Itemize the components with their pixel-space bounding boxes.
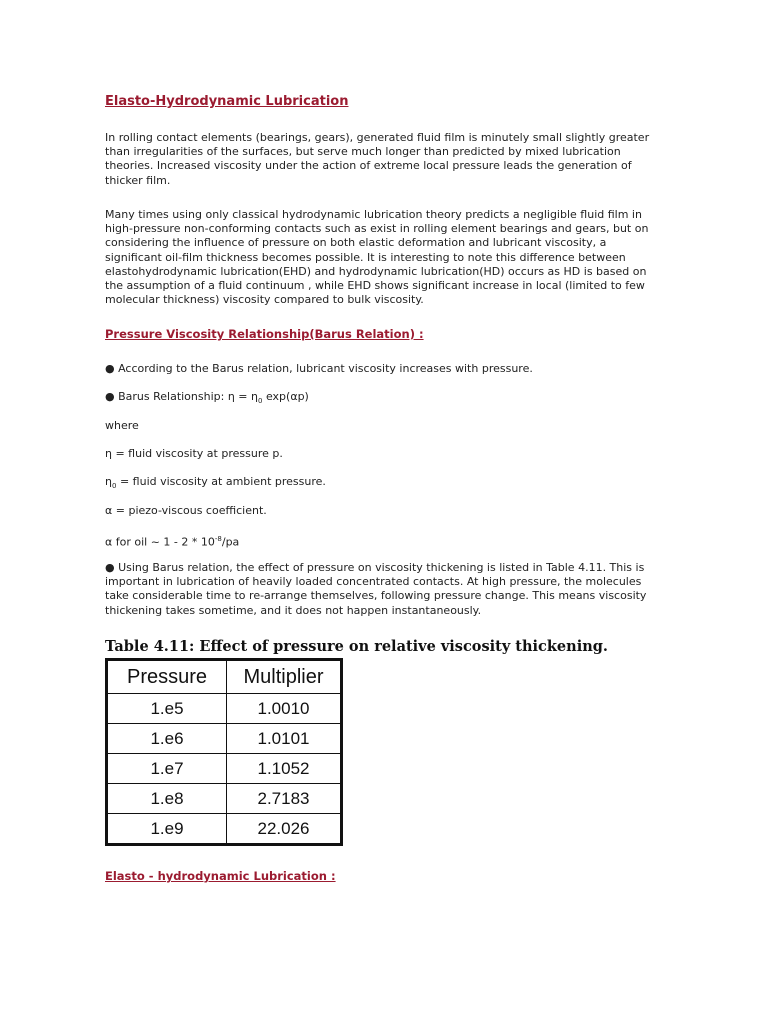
barus-formula-suffix: exp(αp): [262, 390, 309, 403]
pressure-cell: 1.e5: [107, 694, 227, 724]
eta-zero-symbol: η: [105, 475, 112, 488]
ehd-paragraph: Many times using only classical hydrodynamic lubrication theory predicts a negligible fluid film in high-pressure non-conforming contacts such as exist in rolling element bearings and gears, but on considering the influence of pressure on both elastic deformation and lubricant viscosity, a significant oil-film thickness becomes possible. It is interesting to note this difference between elastohydrodynamic lubrication(EHD) and hydrodynamic lubrication(HD) occurs as HD is based on the assumption of a fluid continuum , while EHD shows significant increase in local (limited to few molecular thickness) viscosity compared to bulk viscosity.: [105, 208, 649, 307]
barus-bullet-1: ● According to the Barus relation, lubricant viscosity increases with pressure.: [105, 362, 533, 375]
pressure-multiplier-table: [105, 658, 343, 846]
multiplier-cell: 1.0010: [227, 694, 342, 724]
barus-bullet-3: ● Using Barus relation, the effect of pressure on viscosity thickening is listed in Table 4.11. This is important in lubrication of heavily loaded concentrated contacts. At high pressure, the molecules take considerable time to re-arrange themselves, following pressure change. This means viscosity thickening takes sometime, and it does not happen instantaneously.: [105, 561, 647, 617]
intro-paragraph: In rolling contact elements (bearings, gears), generated fluid film is minutely small slightly greater than irregularities of the surfaces, but serve much longer than predicted by mixed lubrication theories. Increased viscosity under the action of extreme local pressure leads the generation of thicker film.: [105, 131, 650, 187]
table-row: [107, 754, 342, 784]
multiplier-cell: 1.1052: [227, 754, 342, 784]
pressure-cell: 1.e9: [107, 814, 227, 845]
definition-alpha: α = piezo-viscous coefficient.: [105, 504, 267, 517]
barus-bullet-2: [105, 390, 309, 408]
alpha-oil-exponent: -8: [214, 535, 222, 543]
alpha-oil-unit: /pa: [221, 535, 240, 549]
table-row: [107, 784, 342, 814]
definition-eta: η = fluid viscosity at pressure p.: [105, 447, 283, 460]
column-header-multiplier: Multiplier: [227, 660, 342, 694]
table-row: [107, 724, 342, 754]
multiplier-cell: 2.7183: [227, 784, 342, 814]
table-row: [107, 694, 342, 724]
barus-formula-prefix: ● Barus Relationship: η = η: [105, 390, 258, 403]
page-title: Elasto-Hydrodynamic Lubrication: [105, 94, 349, 109]
where-label: where: [105, 419, 139, 432]
alpha-for-oil: [105, 532, 239, 550]
eta-zero-definition-text: = fluid viscosity at ambient pressure.: [116, 475, 326, 488]
eta-zero-def-subscript: 0: [111, 482, 117, 491]
definition-eta-zero: [105, 475, 326, 493]
pressure-cell: 1.e7: [107, 754, 227, 784]
alpha-oil-prefix: α for oil ~ 1 - 2 * 10: [105, 535, 215, 549]
eta-zero-subscript: 0: [258, 397, 263, 406]
pressure-cell: 1.e8: [107, 784, 227, 814]
multiplier-cell: 22.026: [227, 814, 342, 845]
table-row: [107, 814, 342, 845]
table-header-row: [107, 660, 342, 694]
table-caption: Table 4.11: Effect of pressure on relative viscosity thickening.: [105, 638, 608, 655]
ehl-section-heading: Elasto - hydrodynamic Lubrication :: [105, 869, 336, 883]
column-header-pressure: Pressure: [107, 660, 227, 694]
barus-section-heading: Pressure Viscosity Relationship(Barus Relation) :: [105, 327, 424, 341]
multiplier-cell: 1.0101: [227, 724, 342, 754]
pressure-cell: 1.e6: [107, 724, 227, 754]
